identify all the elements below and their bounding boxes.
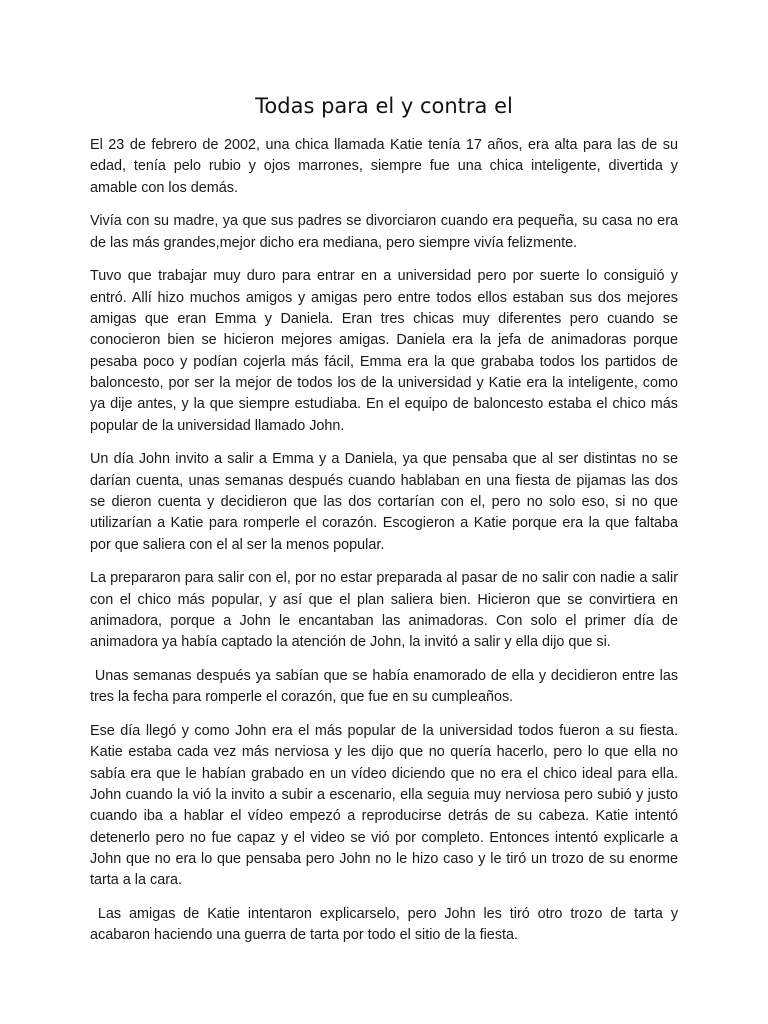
paragraph: Vivía con su madre, ya que sus padres se divorciaron cuando era pequeña, su casa no era de las más grandes,mejor dicho era mediana, pero siempre vivía felizmente. [90, 213, 682, 251]
paragraph: Unas semanas después ya sabían que se había enamorado de ella y decidieron entre las tres la fecha para romperle el corazón, que fue en su cumpleaños. [90, 668, 683, 706]
paragraph: Tuvo que trabajar muy duro para entrar en a universidad pero por suerte lo consiguió y entró. Allí hizo muchos amigos y amigas pero entre todos ellos estaban sus dos mejores amigas que eran Emma y Daniela. Eran tres chicas muy diferentes pero cuando se conocieron bien se hicieron mejores amigas. Daniela era la jefa de animadoras porque pesaba poco y podían cojerla más fácil, Emma era la que grababa todos los partidos de baloncesto, por ser la mejor de todos los de la universidad y Katie era la inteligente, como ya dije antes, y la que siempre estudiaba. En el equipo de baloncesto estaba el chico más popular de la universidad llamado John. [90, 268, 682, 434]
paragraph: Ese día llegó y como John era el más popular de la universidad todos fueron a su fiesta. Katie estaba cada vez más nerviosa y les dijo que no quería hacerlo, pero lo que ella no sabía era que le habían grabado en un vídeo diciendo que no era el chico ideal para ella. John cuando la vió la invito a subir a escenario, ella seguia muy nerviosa pero subió y justo cuando iba a hablar el vídeo empezó a reproducirse detrás de su cabeza. Katie intentó detenerlo pero no fue capaz y el video se vió por completo. Entonces intentó explicarle a John que no era lo que pensaba pero John no le hizo caso y le tiró un trozo de su enorme tarta a la cara. [90, 723, 682, 889]
paragraph: La prepararon para salir con el, por no estar preparada al pasar de no salir con nadie a salir con el chico más popular, y así que el plan saliera bien. Hicieron que se convirtiera en animadora, porque a John le encantaban las animadoras. Con solo el primer día de animadora ya había captado la atención de John, la invitó a salir y ella dijo que si. [90, 570, 682, 651]
paragraph: El 23 de febrero de 2002, una chica llamada Katie tenía 17 años, era alta para las de su edad, tenía pelo rubio y ojos marrones, siempre fue una chica inteligente, divertida y amable con los demás. [90, 137, 682, 196]
document-title: Todas para el y contra el [255, 94, 513, 118]
document-body [90, 135, 683, 959]
paragraph: Las amigas de Katie intentaron explicarselo, pero John les tiró otro trozo de tarta y acabaron haciendo una guerra de tarta por todo el sitio de la fiesta. [90, 906, 683, 944]
paragraph: Un día John invito a salir a Emma y a Daniela, ya que pensaba que al ser distintas no se darían cuenta, unas semanas después cuando hablaban en una fiesta de pijamas las dos se dieron cuenta y decidieron que las dos cortarían con el, pero no solo eso, si no que utilizarían a Katie para romperle el corazón. Escogieron a Katie porque era la que faltaba por que saliera con el al ser la menos popular. [90, 451, 682, 553]
